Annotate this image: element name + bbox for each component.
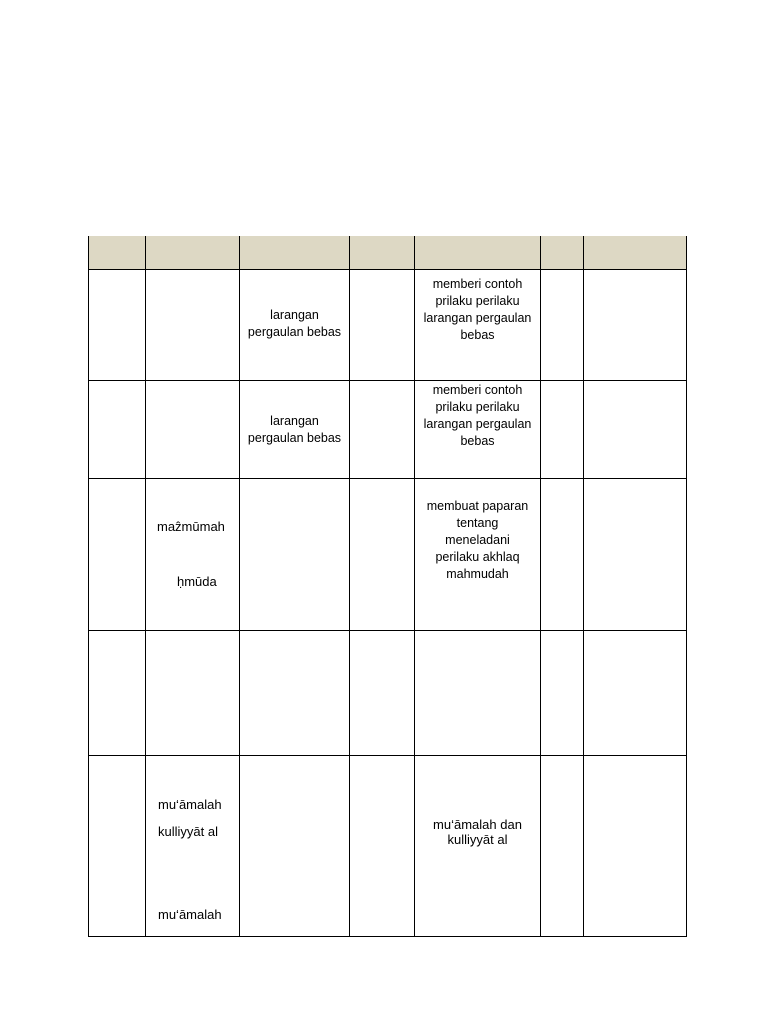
row-border: [88, 380, 687, 381]
cell-text-line: tentang: [456, 516, 499, 530]
cell-text-line: mahmudah: [446, 567, 509, 581]
table-header-row: [88, 236, 687, 269]
cell-text-line: larangan pergaulan: [423, 417, 532, 431]
cell-text-line: pergaulan bebas: [247, 325, 342, 339]
col-border: [88, 236, 89, 937]
col-border: [239, 236, 240, 937]
col-border: [583, 236, 584, 937]
cell-text-line: perilaku akhlaq: [435, 550, 520, 564]
row-border: [88, 755, 687, 756]
row3-col2-text: ḥmūda: [177, 574, 217, 589]
row1-col5-cell: [415, 276, 540, 344]
cell-text-line: prilaku perilaku: [435, 400, 520, 414]
cell-text-line: memberi contoh: [432, 383, 523, 397]
cell-text-line: memberi contoh: [432, 277, 523, 291]
row3-col2-text: maẑmūmah: [157, 519, 225, 534]
cell-text-line: larangan: [270, 308, 319, 322]
row-border: [88, 269, 687, 270]
col-border: [540, 236, 541, 937]
cell-text-line: larangan pergaulan: [423, 311, 532, 325]
cell-text-line: prilaku perilaku: [435, 294, 520, 308]
row2-col5-cell: [415, 382, 540, 450]
cell-text-line: kulliyyāt al: [447, 832, 508, 847]
row2-col3-cell: [240, 413, 349, 447]
row5-col2-text: mu‘āmalah: [158, 797, 222, 812]
row-border: [88, 630, 687, 631]
row-border: [88, 936, 687, 937]
cell-text-line: mu‘āmalah dan: [433, 817, 522, 832]
row-border: [88, 478, 687, 479]
cell-text-line: pergaulan bebas: [247, 431, 342, 445]
cell-text-line: bebas: [460, 434, 495, 448]
syllabus-table: [88, 236, 687, 937]
row5-col2-text: mu‘āmalah: [158, 907, 222, 922]
row3-col5-cell: [415, 498, 540, 583]
row1-col3-cell: [240, 307, 349, 341]
col-border: [145, 236, 146, 937]
col-border: [349, 236, 350, 937]
cell-text-line: bebas: [460, 328, 495, 342]
row5-col5-cell: [415, 817, 540, 847]
cell-text-line: larangan: [270, 414, 319, 428]
row5-col2-text: kulliyyāt al: [158, 824, 218, 839]
cell-text-line: membuat paparan: [426, 499, 529, 513]
col-border: [686, 236, 687, 937]
cell-text-line: meneladani: [445, 533, 510, 547]
